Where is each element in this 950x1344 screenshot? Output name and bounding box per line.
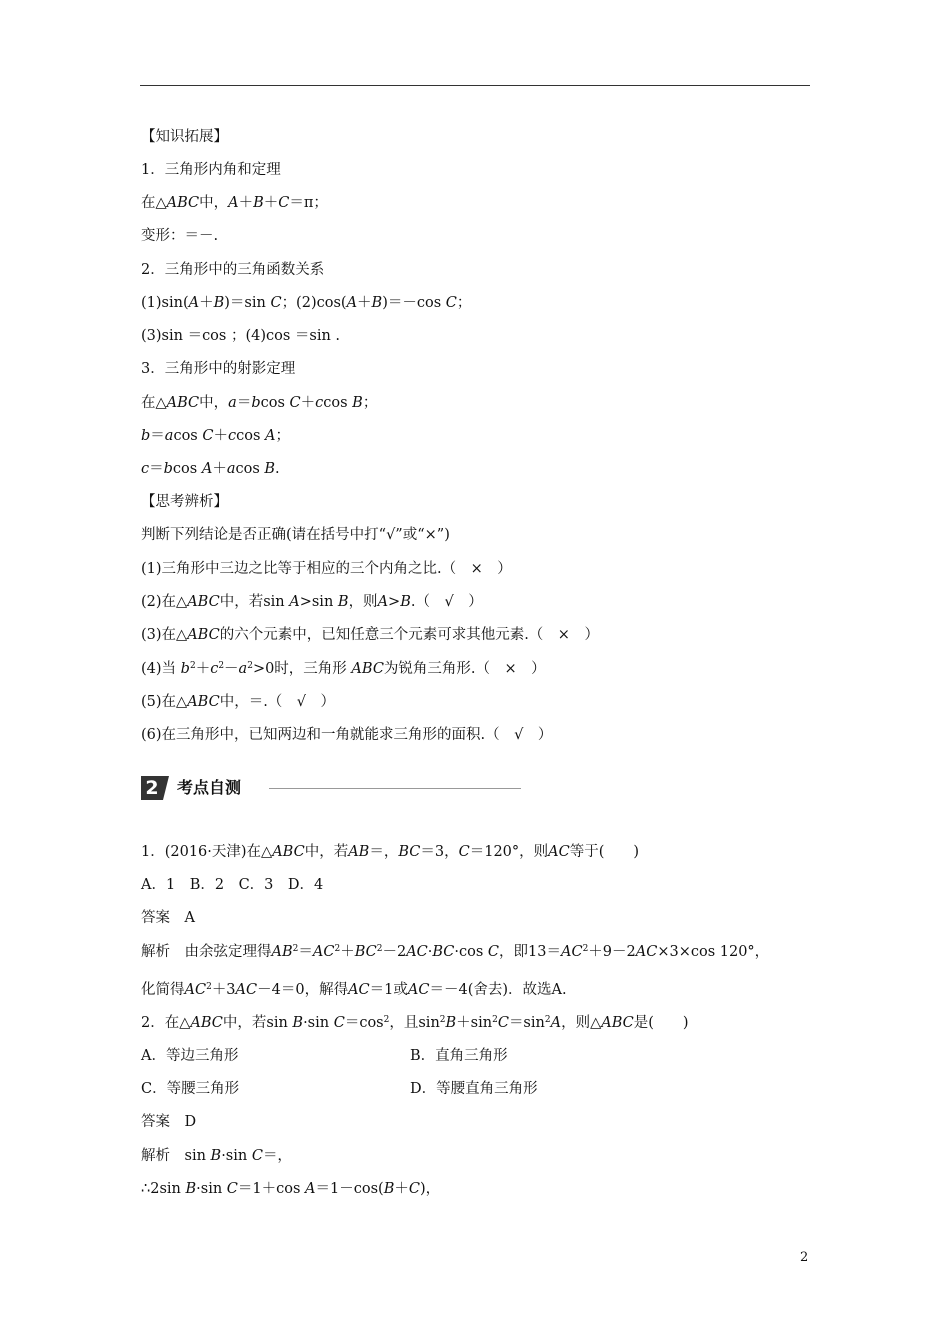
item2-line1: (1)sin(A＋B)＝sin C；(2)cos(A＋B)＝－cos C； xyxy=(141,295,472,311)
item2-line2: (3)sin ＝cos ；(4)cos ＝sin . xyxy=(141,328,341,344)
item1-line2: 变形：＝－. xyxy=(141,228,219,244)
problem-2-options-row1 xyxy=(141,1046,238,1066)
thinking-heading: 【思考辨析】 xyxy=(141,494,228,510)
problem-1-solution-line1: 解析 由余弦定理得$AB^2=AC^2+BC^2-2AC\cdot BC\cdot\cos$ C，即$13=AC^2+9-2AC\times 3\times\cos$ 120°， xyxy=(141,944,770,960)
judge-item-1: (1)三角形中三边之比等于相应的三个内角之比.（ × ） xyxy=(141,561,512,577)
judge-item-2: (2)在△ABC中，若sin A>sin B，则A>B.（ √ ） xyxy=(141,594,483,610)
page-number: 2 xyxy=(800,1250,809,1265)
problem-1-options: A．1 B．2 C．3 D．4 xyxy=(141,877,324,893)
header-rule xyxy=(140,85,810,86)
item1-title: 1．三角形内角和定理 xyxy=(141,162,281,178)
option-a: A．等边三角形 xyxy=(141,1048,239,1064)
option-b: B．直角三角形 xyxy=(410,1048,508,1064)
judge-item-4: (4)当 $b^2+c^2-a^2>0$时，三角形 ABC为锐角三角形.（ × ） xyxy=(141,661,546,677)
item3-line1: 在△ABC中，a＝bcos C＋ccos B； xyxy=(141,395,378,411)
item3-line2: b＝acos C＋ccos A； xyxy=(141,428,290,444)
item2-title: 2．三角形中的三角函数关系 xyxy=(141,262,325,278)
knowledge-extension-heading: 【知识拓展】 xyxy=(141,129,228,145)
problem-2-solution-line2: ∴2sin B·sin C＝1＋cos A＝1－cos(B＋C)， xyxy=(141,1181,441,1197)
item3-line3: c＝bcos A＋acos B. xyxy=(141,461,280,477)
item1-line1: 在△ABC中，A＋B＋C＝π； xyxy=(141,195,328,211)
thinking-intro: 判断下列结论是否正确(请在括号中打“√”或“×”) xyxy=(141,527,450,543)
problem-1-solution-line2: 化简得$AC^2+3AC-4=0$，解得AC＝1或AC＝－4(舍去)．故选A. xyxy=(141,982,567,998)
judge-item-3: (3)在△ABC的六个元素中，已知任意三个元素可求其他元素.（ × ） xyxy=(141,627,599,643)
problem-2-question: 2．在△ABC中，若sin B·sin $C=\cos^2$，且$\sin^2B+\sin^2C=\sin^2A$，则△ABC是( ) xyxy=(141,1015,689,1031)
section-number-badge: 2 xyxy=(141,776,163,800)
problem-2-answer: 答案 D xyxy=(141,1114,197,1130)
item3-title: 3．三角形中的射影定理 xyxy=(141,361,296,377)
judge-item-6: (6)在三角形中，已知两边和一角就能求三角形的面积.（ √ ） xyxy=(141,727,553,743)
section-header xyxy=(141,776,521,802)
option-c: C．等腰三角形 xyxy=(141,1081,240,1097)
section-rule xyxy=(269,788,521,789)
problem-2-options-row2 xyxy=(141,1079,239,1099)
section-title: 考点自测 xyxy=(177,778,242,797)
judge-item-5: (5)在△ABC中，＝.（ √ ） xyxy=(141,694,336,710)
option-d: D．等腰直角三角形 xyxy=(410,1081,538,1097)
problem-2-solution-line1: 解析 sin B·sin C＝， xyxy=(141,1148,292,1164)
problem-1-answer: 答案 A xyxy=(141,910,195,926)
problem-1-question: 1．(2016·天津)在△ABC中，若AB＝，BC＝3，C＝120°，则AC等于( ) xyxy=(141,844,640,860)
